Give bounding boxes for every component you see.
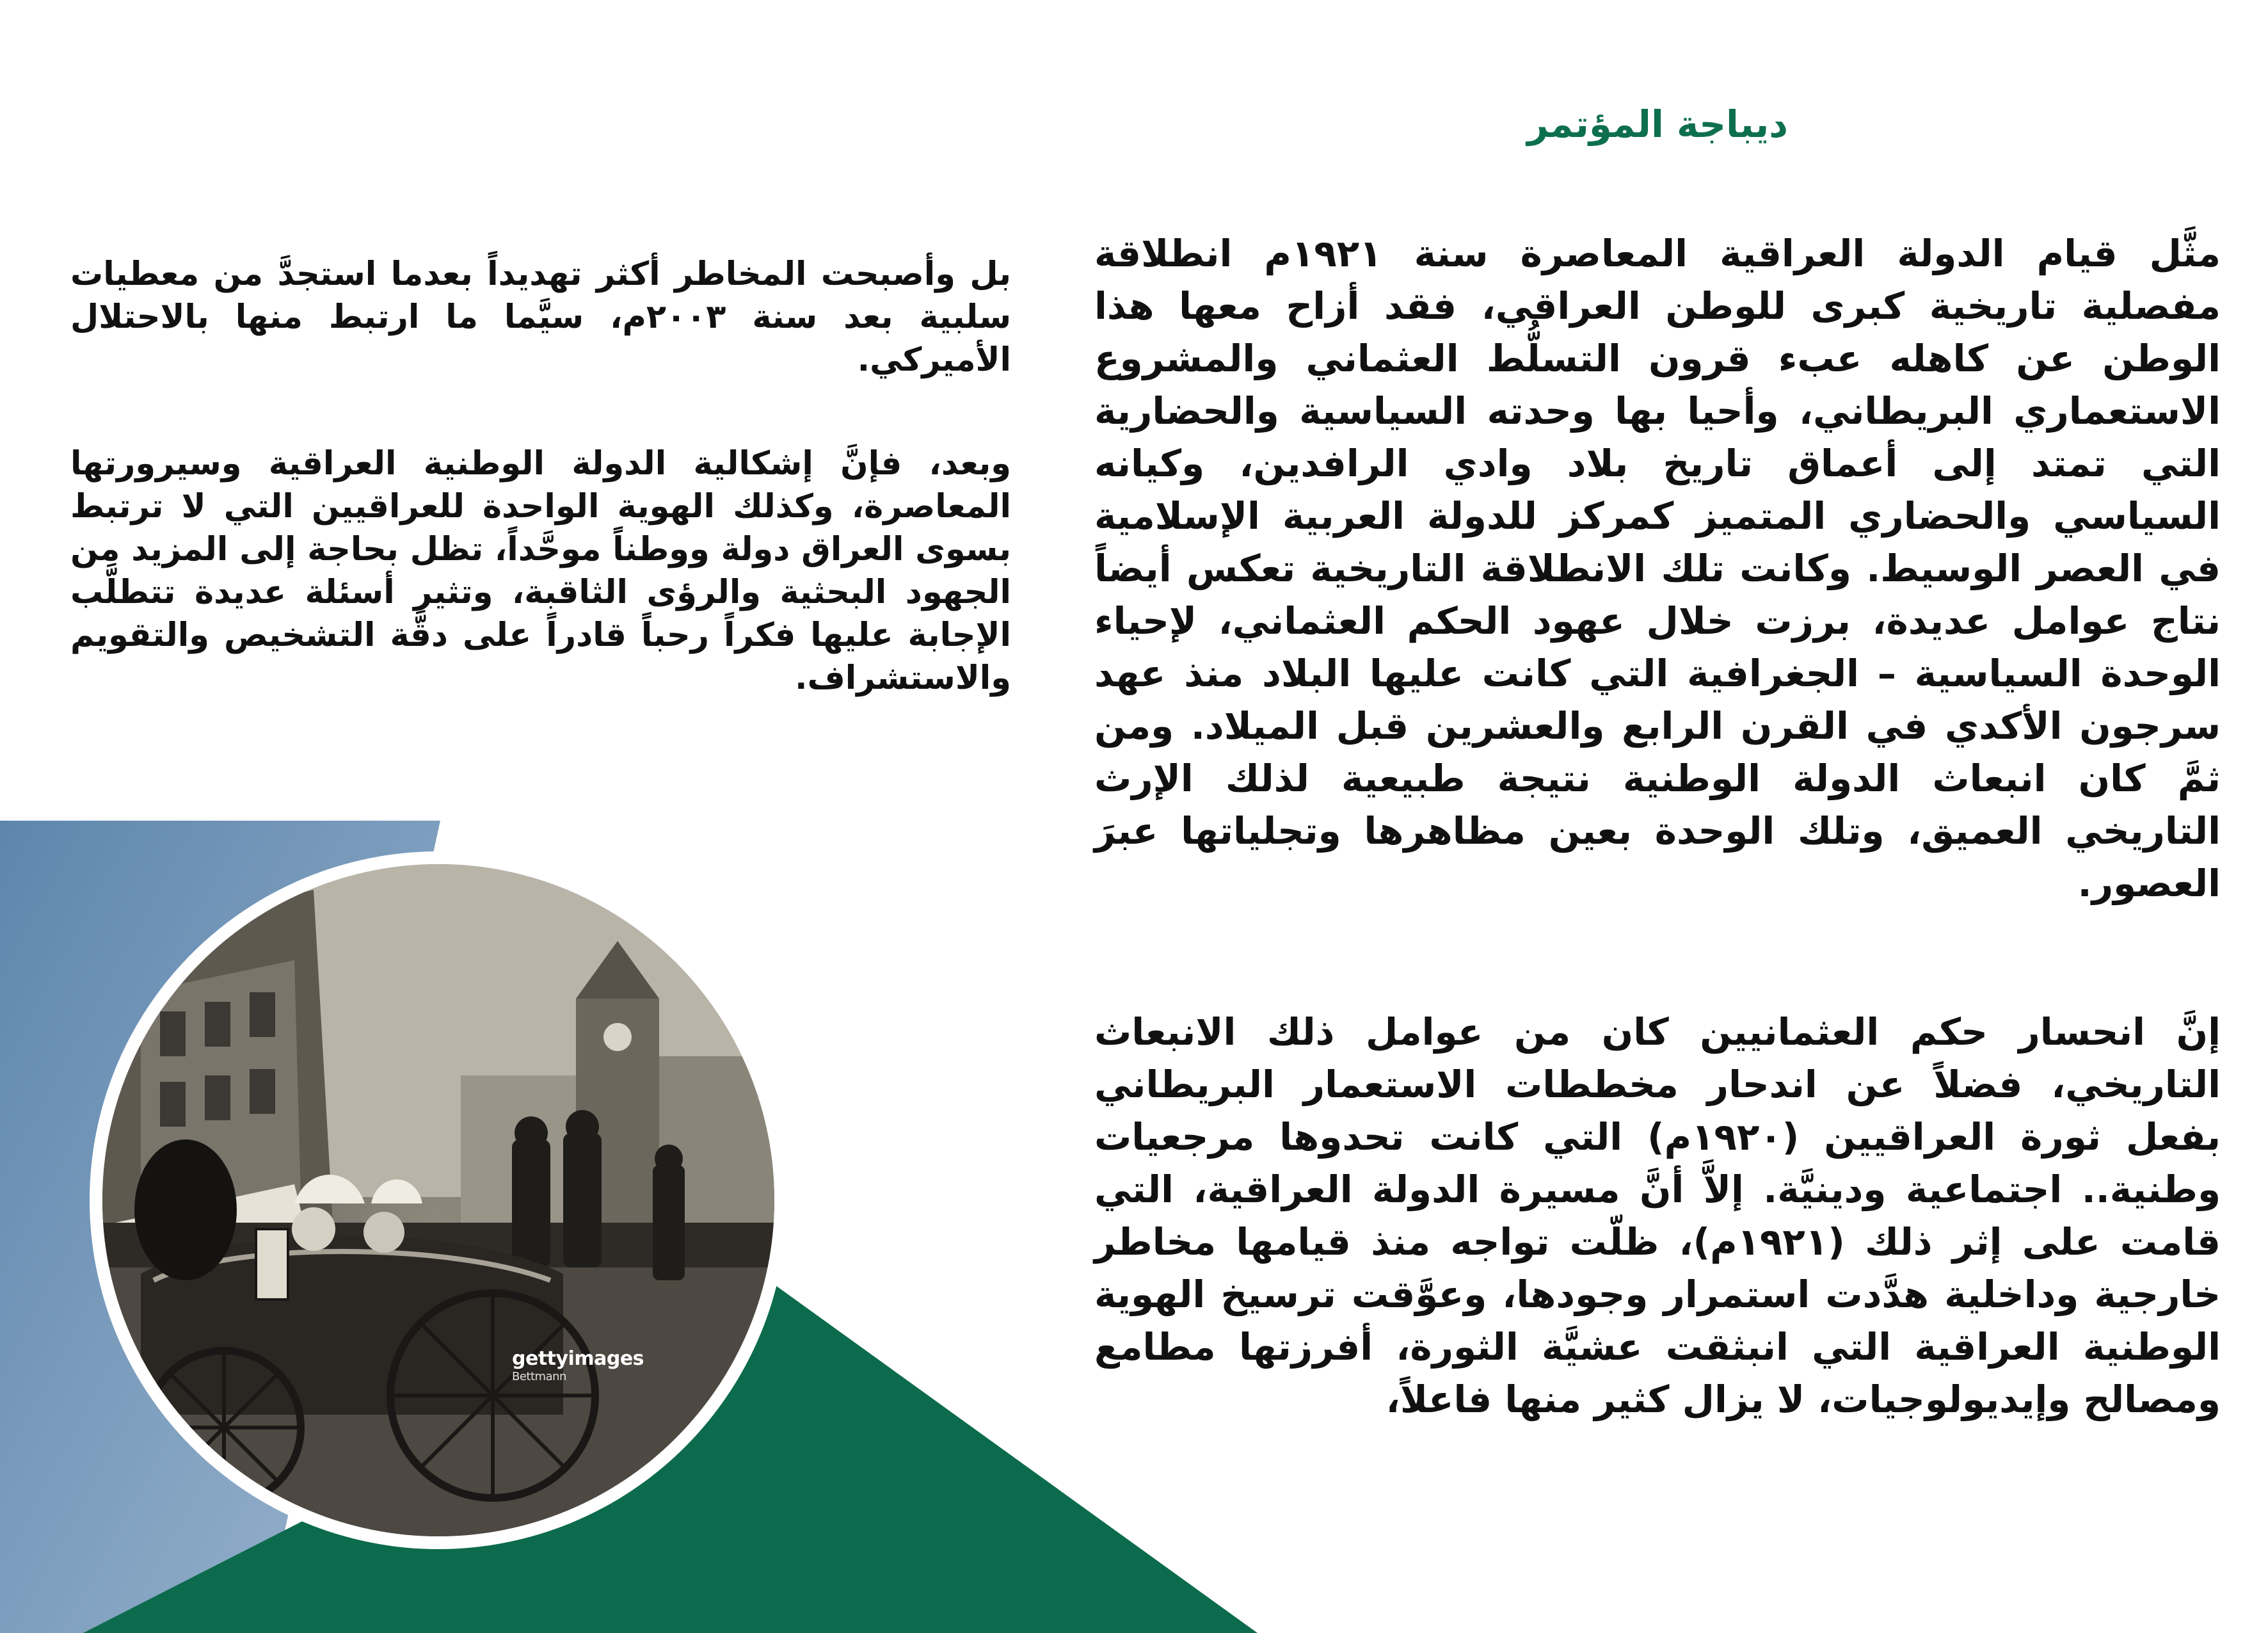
right-text-column: [1094, 227, 2221, 1426]
paragraph: بل وأصبحت المخاطر أكثر تهديداً بعدما استجدَّ من معطيات سلبية بعد سنة ٢٠٠٣م، سيَّما ما ارتبط منها بالاحتلال الأميركي.: [70, 255, 1011, 379]
photo-illustration: [102, 864, 774, 1536]
page-title: ديباجة المؤتمر: [1527, 102, 1788, 146]
left-text-column: [70, 253, 1011, 700]
paragraph: إنَّ انحسار حكم العثمانيين كان من عوامل ذلك الانبعاث التاريخي، فضلاً عن اندحار مخططات الاستعمار البريطاني بفعل ثورة العراقيين (١٩٢٠م) التي كانت تحدوها مرجعيات وطنية.. اجتماعية ودينيَّة. إلاَّ أنَّ مسيرة الدولة العراقية، التي قامت على إثر ذلك (١٩٢١م)، ظلّت تواجه منذ قيامها مخاطر خارجية وداخلية هدَّدت استمرار وجودها، وعوَّقت ترسيخ الهوية الوطنية العراقية التي انبثقت عشيَّة الثورة، أفرزتها مطامع ومصالح وإيديولوجيات، لا يزال كثير منها فاعلاً،: [1094, 1010, 2221, 1421]
paragraph: مثَّل قيام الدولة العراقية المعاصرة سنة ١٩٢١م انطلاقة مفصلية تاريخية كبرى للوطن العراقي، فقد أزاح معها هذا الوطن عن كاهله عبء قرون التسلُّط العثماني والمشروع الاستعماري البريطاني، وأحيا بها وحدته السياسية والحضارية التي تمتد إلى أعماق تاريخ بلاد وادي الرافدين، وكيانه السياسي والحضاري المتميز كمركز للدولة العربية الإسلامية في العصر الوسيط. وكانت تلك الانطلاقة التاريخية تعكس أيضاً نتاج عوامل عديدة، برزت خلال عهود الحكم العثماني، لإحياء الوحدة السياسية – الجغرافية التي كانت عليها البلاد منذ عهد سرجون الأكدي في القرن الرابع والعشرين قبل الميلاد. ومن ثمَّ كان انبعاث الدولة الوطنية نتيجة طبيعية لذلك الإرث التاريخي العميق، وتلك الوحدة بعين مظاهرها وتجلياتها عبرَ العصور.: [1094, 232, 2221, 905]
watermark-brand: gettyimages: [512, 1347, 644, 1370]
photo-frame: [90, 851, 787, 1549]
historical-photo: [102, 864, 774, 1536]
watermark-credit: Bettmann: [512, 1370, 566, 1383]
photo-watermark: [512, 1347, 644, 1383]
paragraph: وبعد، فإنَّ إشكالية الدولة الوطنية العراقية وسيرورتها المعاصرة، وكذلك الهوية الواحدة للعراقيين التي لا ترتبط بسوى العراق دولة ووطناً موحَّداً، تظل بحاجة إلى المزيد من الجهود البحثية والرؤى الثاقبة، وتثير أسئلة عديدة تتطلَّب الإجابة عليها فكراً رحباً قادراً على دقَّة التشخيص والتقويم والاستشراف.: [70, 445, 1011, 697]
